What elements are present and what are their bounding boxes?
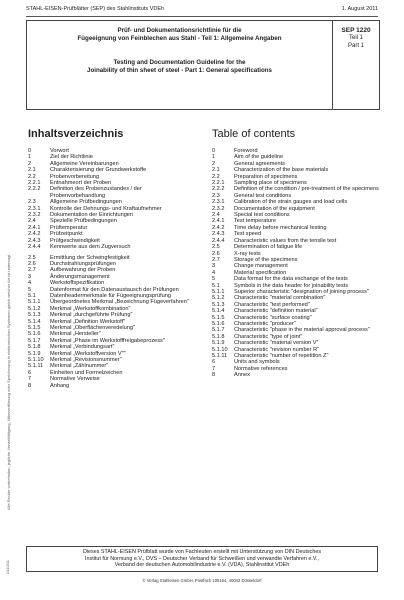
- toc-entry-number: 2: [212, 160, 216, 167]
- toc-entry-title: Merkmal „durchgeführte Prüfung": [50, 312, 133, 319]
- toc-entry-title: Einheiten und Formelzeichen: [50, 369, 123, 376]
- toc-entry-title: Units and symbols: [234, 359, 280, 366]
- toc-entry-number: 5.1.11: [28, 363, 44, 370]
- toc-entry-title: Change management: [234, 263, 288, 270]
- toc-english-list: [212, 148, 380, 379]
- toc-entry-title: Werkstoffspezifikation: [50, 280, 105, 287]
- toc-entry-title: Characteristic "material combination": [234, 295, 326, 302]
- toc-entry-number: 2.7: [212, 256, 220, 263]
- publisher-footer: © Verlag Stahleisen GmbH, Postfach 105164, 40042 Düsseldorf: [142, 578, 262, 583]
- toc-entry-number: 7: [28, 376, 32, 383]
- toc-entry-title: Aufbewahrung der Proben: [50, 267, 116, 274]
- toc-entry-number: 5.1.6: [28, 331, 41, 338]
- german-title: Prüf- und Dokumentationsrichtlinie für die Fügeeignung von Feinblechen aus Stahl - Teil 1: Allgemeine Angaben: [77, 27, 282, 42]
- toc-entry-title: Normative Verweise: [50, 376, 100, 383]
- title-main: [27, 21, 333, 109]
- toc-entry-title: General test conditions: [234, 192, 292, 199]
- toc-entry-number: 5.1.5: [212, 314, 225, 321]
- toc-entry-number: 7: [212, 365, 216, 372]
- toc-entry-number: 5.1.7: [212, 327, 225, 334]
- toc-entry-title: Characteristic "number of repetition Z": [234, 353, 329, 359]
- publisher-label: STAHL-EISEN-Prüfblätter (SEP) des Stahlinstituts VDEh: [26, 6, 165, 12]
- toc-entry-title: Anhang: [50, 382, 70, 389]
- toc-entry-number: 5.1.4: [28, 318, 41, 325]
- publication-date: 1. August 2011: [341, 6, 378, 12]
- toc-entry-number: 2.4.4: [212, 237, 225, 244]
- toc-entry-number: 2.6: [28, 260, 36, 267]
- toc-entry-title: Storage of the specimens: [234, 256, 298, 263]
- toc-entry-number: 5.1.2: [212, 295, 225, 302]
- notice-line-2: Institut für Normung e.V., DVS – Deutscher Verband für Schweißen und verwandte Verfahren e.V.,: [85, 555, 319, 562]
- toc-entry-title: Ziel der Richtlinie: [50, 154, 93, 161]
- toc-entry-number: 5.1.6: [212, 320, 225, 327]
- toc-entry-title: Entnahmeort der Proben: [50, 180, 112, 187]
- toc-entry-title: Merkmal „Oberflächenveredelung": [50, 324, 135, 331]
- toc-entry-title: Normative references: [234, 365, 288, 372]
- toc-entry-title: Characteristic "material version V": [234, 340, 319, 347]
- top-bar: [26, 6, 378, 17]
- toc-entry-number: 5.1.11: [212, 353, 228, 359]
- toc-entry-number: 0: [28, 148, 32, 154]
- toc-entry-title: Charakterisierung der Grundwerkstoffe: [50, 167, 147, 174]
- toc-entry-title: Test temperature: [234, 218, 276, 225]
- toc-entry-title: Characterization of the base materials: [234, 167, 329, 174]
- toc-entry-number: 3: [28, 273, 32, 280]
- toc-entry-title: Prüftemperatur: [50, 224, 88, 231]
- toc-entry-title: Characteristic "type of joint": [234, 333, 303, 340]
- toc-entry-number: 4: [212, 269, 216, 276]
- toc-entry-title: Probenvorbereitung: [50, 173, 100, 180]
- toc-entry-title: Prüfzeitpunkt: [50, 231, 83, 238]
- toc-entry: [28, 383, 196, 389]
- toc-entry-title: Merkmal „Werkstoffkombination": [50, 305, 131, 312]
- toc-entry-title: Prüfgeschwindigkeit: [50, 237, 100, 244]
- toc-entry-title: Definition of the condition / pre-treatment of the specimens: [234, 186, 379, 193]
- toc-entry-number: 2.3.1: [28, 205, 41, 212]
- toc-entry-title: Preparation of specimens: [234, 173, 298, 180]
- toc-entry-title: Sampling place of specimens: [234, 180, 307, 187]
- toc-entry-number: 5: [212, 276, 216, 283]
- notice-line-1: Dieses STAHL-EISEN Prüfblatt wurde von Fachleuten erstellt mit Unterstützung von DIN Deutsches: [82, 549, 322, 555]
- toc-entry-title: Merkmal „Definition Werkstoff": [50, 318, 126, 325]
- toc-entry-title: Spezielle Prüfbedingungen: [50, 218, 117, 225]
- toc-entry-title: Test speed: [234, 231, 262, 238]
- toc-entry-title: Datenheadermerkmale für Fügeeignungsprüfung: [50, 292, 171, 299]
- toc-entry-title: Allgemeine Prüfbedingungen: [50, 199, 122, 206]
- toc-entry-number: 5.1: [28, 292, 36, 299]
- toc-entry-number: 2.1: [28, 167, 36, 174]
- toc-entry-title: Kennwerte aus dem Zugversuch: [50, 244, 131, 251]
- toc-entry-number: 5.1.8: [212, 333, 225, 340]
- toc-entry-number: 2.4.3: [212, 231, 225, 238]
- toc-entry-title: Kontrolle der Dehnungs- und Kraftaufnehmer: [50, 205, 162, 212]
- part-label: Part 1: [347, 43, 364, 49]
- toc-entry-title: Durchstrahlungsprüfungen: [50, 260, 116, 267]
- toc-entry-title: Symbols in the data header for joinability tests: [234, 282, 349, 289]
- toc-entry-number: 2.3.2: [212, 205, 225, 212]
- toc-entry-title: Data format for the data exchange of the tests: [234, 276, 348, 283]
- toc-entry-number: 5.1.9: [212, 340, 225, 347]
- toc-entry-number: 2.4: [212, 212, 220, 219]
- document-code-block: [333, 21, 379, 109]
- toc-entry-title: Ermittlung der Schwingfestigkeit: [50, 254, 130, 261]
- toc-entry-number: 4: [28, 280, 32, 287]
- toc-entry-title: Übergeordnetes Merkmal „Bezeichnung Fügeverfahren": [50, 299, 189, 306]
- toc-entry-number: 1: [212, 154, 216, 161]
- toc-entry-number: 2.1: [212, 167, 220, 174]
- toc-entry-number: 2.7: [28, 267, 36, 274]
- toc-entry: [212, 372, 380, 378]
- toc-entry-title: Characteristic "test performed": [234, 301, 310, 308]
- toc-entry-number: 3: [212, 263, 216, 270]
- toc-entry-title: Calibration of the strain gauges and load cells: [234, 199, 348, 206]
- toc-entry-title: Material specification: [234, 269, 287, 276]
- toc-entry-title: Characteristic "revision number R": [234, 346, 320, 353]
- toc-entry-number: 5.1.10: [28, 357, 44, 363]
- toc-entry-number: 5.1.3: [212, 301, 225, 308]
- toc-german-heading: Inhaltsverzeichnis: [28, 128, 124, 140]
- toc-entry-number: 2.4.2: [28, 231, 41, 238]
- toc-german: [28, 128, 196, 389]
- toc-entry-title: Superior characteristic "designation of joining process": [234, 288, 369, 295]
- toc-entry-title: Merkmal „Revisionsnummer": [50, 357, 122, 363]
- toc-entry-title: Characteristic "definition material": [234, 308, 318, 315]
- toc-entry-number: 5.1.1: [212, 288, 225, 295]
- toc-entry-number: 8: [28, 382, 32, 389]
- toc-entry-number: 2.3.1: [212, 199, 225, 206]
- notice-line-3: Verband der deutschen Automobilindustrie e.V. (VDA), Stahlinstitut VDEh: [114, 562, 290, 569]
- toc-entry-number: 5.1: [212, 282, 220, 289]
- toc-entry-number: 5: [28, 286, 32, 293]
- toc-entry-number: 5.1.4: [212, 308, 225, 315]
- english-title: Testing and Documentation Guideline for the Joinability of thin sheet of steel - Part 1: General specifications: [87, 59, 272, 74]
- document-code: SEP 1220: [341, 27, 371, 34]
- toc-entry-number: 2.3: [28, 199, 36, 206]
- teil-label: Teil 1: [348, 35, 363, 41]
- toc-entry-number: 2.4.4: [28, 244, 41, 251]
- notice-box: [26, 546, 378, 572]
- toc-entry-title: Characteristic values from the tensile test: [234, 237, 337, 244]
- toc-entry-number: 2.4.2: [212, 224, 225, 231]
- toc-entry-number: 2.4.1: [212, 218, 225, 225]
- toc-entry-title: Änderungsmanagement: [50, 273, 110, 280]
- toc-entry-title: Merkmal „Zählnummer": [50, 363, 109, 370]
- toc-entry: [28, 186, 196, 199]
- toc-entry-number: 2.4: [28, 218, 36, 225]
- title-block: [26, 20, 380, 110]
- toc-entry-number: 2.2.2: [212, 186, 225, 193]
- toc-entry-number: 2.6: [212, 250, 220, 257]
- toc-entry-title: Documentation of the equipment: [234, 205, 315, 212]
- toc-entry-number: 2.5: [28, 254, 36, 261]
- toc-entry-title: Characteristic "phase in the material approval process": [234, 327, 370, 334]
- toc-entry-number: 2: [28, 160, 32, 167]
- toc-entry-title: Merkmal „Verbindungsart": [50, 344, 115, 351]
- toc-entry-number: 2.5: [212, 244, 220, 251]
- toc-entry-number: 5.1.3: [28, 312, 41, 319]
- toc-entry-number: 2.2: [212, 173, 220, 180]
- toc-entry-title: Dokumentation der Einrichtungen: [50, 212, 134, 219]
- toc-english: [212, 128, 380, 379]
- copyright-side-note: Alle Rechte vorbehalten, jegliche Vervielfältigung, Mikroverfilmung oder Speicherung in elektronischen Systemen gleich welcher Art ist untersagt.: [6, 253, 11, 510]
- toc-entry-title: Special test conditions: [234, 212, 290, 219]
- toc-entry-title: Aim of the guideline: [234, 154, 284, 161]
- toc-entry-title: Datenformat für den Datenaustausch der Prüfungen: [50, 286, 179, 293]
- toc-entry-number: 2.2: [28, 173, 36, 180]
- toc-entry-number: 2.2.1: [28, 180, 41, 187]
- toc-entry-title: X-ray tests: [234, 250, 261, 257]
- toc-entry-number: 6: [28, 369, 32, 376]
- toc-entry-number: 5.1.7: [28, 337, 41, 344]
- toc-entry-number: 5.1.9: [28, 350, 41, 357]
- toc-entry-number: 2.2.1: [212, 180, 225, 187]
- toc-entry-title: Definition des Probenzustandes / der Probenvorbehandlung: [50, 186, 142, 199]
- toc-entry-number: 0: [212, 148, 216, 154]
- toc-entry-title: Merkmal „Phase im Werkstofffreigabeprozess": [50, 337, 165, 344]
- toc-entry-title: General agreements: [234, 160, 285, 167]
- toc-entry-number: 5.1.5: [28, 324, 41, 331]
- toc-entry-title: Merkmal „Werkstoffversion V"": [50, 350, 126, 357]
- toc-english-heading: Table of contents: [212, 128, 296, 140]
- toc-entry-number: 5.1.10: [212, 346, 228, 353]
- toc-german-list: [28, 148, 196, 389]
- toc-entry-number: 8: [212, 372, 216, 379]
- toc-entry-number: 5.1.1: [28, 299, 41, 306]
- toc-entry-number: 2.3: [212, 192, 220, 199]
- toc-entry-title: Characteristic "producer": [234, 320, 296, 327]
- toc-entry-number: 2.3.2: [28, 212, 41, 219]
- toc-entry-number: 2.4.3: [28, 237, 41, 244]
- toc-entry-number: 1: [28, 154, 32, 161]
- toc-entry-number: 5.1.2: [28, 305, 41, 312]
- toc-entry-number: 5.1.8: [28, 344, 41, 351]
- toc-entry-title: Determination of fatigue life: [234, 244, 303, 251]
- toc-entry-number: 6: [212, 359, 216, 366]
- toc-entry-title: Time delay before mechanical testing: [234, 224, 327, 231]
- toc-entry-number: 2.4.1: [28, 224, 41, 231]
- toc-entry-title: Annex: [234, 372, 250, 379]
- toc-entry-title: Allgemeine Vereinbarungen: [50, 160, 119, 167]
- toc-entry-number: 2.2.2: [28, 186, 41, 193]
- toc-entry-title: Vorwort: [50, 148, 69, 154]
- toc-entry-title: Merkmal „Hersteller": [50, 331, 101, 338]
- toc-entry-title: Characteristic "surface coating": [234, 314, 312, 321]
- toc-entry-title: Foreword: [234, 148, 258, 154]
- side-number: 1410/11: [5, 560, 10, 575]
